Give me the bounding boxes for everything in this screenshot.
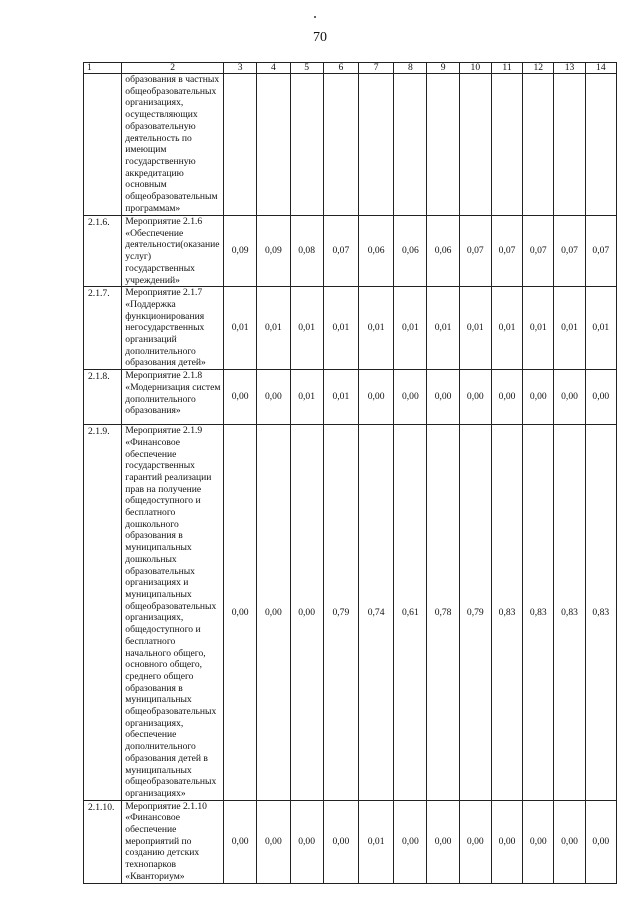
value-cell: 0,00 <box>394 800 427 883</box>
value-cell: 0,01 <box>491 287 522 370</box>
header-cell: 5 <box>290 63 323 74</box>
value-cell: 0,01 <box>585 287 616 370</box>
row-description: Мероприятие 2.1.7 «Поддержка функционирования негосударственных организаций дополнительного образования детей» <box>122 287 224 370</box>
value-cell: 0,00 <box>523 370 554 425</box>
value-cell: 0,83 <box>491 425 522 801</box>
header-cell: 2 <box>122 63 224 74</box>
value-cell: 0,01 <box>358 287 393 370</box>
value-cell: 0,74 <box>358 425 393 801</box>
value-cell: 0,06 <box>358 216 393 287</box>
value-cell: 0,07 <box>554 216 585 287</box>
header-cell: 7 <box>358 63 393 74</box>
row-description: Мероприятие 2.1.10 «Финансовое обеспечение мероприятий по созданию детских технопарков «Кванториум» <box>122 800 224 883</box>
header-cell: 3 <box>224 63 257 74</box>
header-cell: 4 <box>257 63 290 74</box>
table-row <box>84 800 617 883</box>
header-cell: 8 <box>394 63 427 74</box>
value-cell: 0,06 <box>394 216 427 287</box>
value-cell: 0,00 <box>257 370 290 425</box>
header-cell: 11 <box>491 63 522 74</box>
value-cell: 0,00 <box>585 800 616 883</box>
header-cell: 6 <box>323 63 358 74</box>
header-cell: 13 <box>554 63 585 74</box>
value-cell: 0,00 <box>585 370 616 425</box>
value-cell: 0,01 <box>290 287 323 370</box>
value-cell: 0,00 <box>459 370 491 425</box>
row-description: образования в частных общеобразовательных организациях, осуществляющих образовательную деятельность по имеющим государственную аккредитацию основным общеобразовательным программам» <box>122 74 224 216</box>
value-cell: 0,00 <box>323 800 358 883</box>
value-cell <box>459 74 491 216</box>
value-cell: 0,00 <box>427 800 459 883</box>
value-cell: 0,00 <box>394 370 427 425</box>
value-cell <box>523 74 554 216</box>
value-cell <box>257 74 290 216</box>
header-cell: 14 <box>585 63 616 74</box>
value-cell: 0,01 <box>523 287 554 370</box>
header-cell: 10 <box>459 63 491 74</box>
value-cell <box>491 74 522 216</box>
row-description: Мероприятие 2.1.8 «Модернизация систем дополнительного образования» <box>122 370 224 425</box>
value-cell: 0,83 <box>585 425 616 801</box>
value-cell <box>358 74 393 216</box>
value-cell: 0,01 <box>323 287 358 370</box>
value-cell: 0,79 <box>323 425 358 801</box>
row-number <box>84 74 122 216</box>
value-cell: 0,08 <box>290 216 323 287</box>
value-cell: 0,00 <box>427 370 459 425</box>
value-cell: 0,01 <box>323 370 358 425</box>
value-cell <box>224 74 257 216</box>
value-cell: 0,09 <box>257 216 290 287</box>
value-cell: 0,00 <box>554 800 585 883</box>
value-cell <box>554 74 585 216</box>
value-cell: 0,07 <box>323 216 358 287</box>
value-cell: 0,00 <box>491 800 522 883</box>
value-cell: 0,00 <box>257 800 290 883</box>
value-cell: 0,01 <box>554 287 585 370</box>
value-cell: 0,00 <box>290 425 323 801</box>
value-cell: 0,01 <box>459 287 491 370</box>
value-cell <box>585 74 616 216</box>
table-row <box>84 216 617 287</box>
value-cell: 0,01 <box>358 800 393 883</box>
header-cell: 9 <box>427 63 459 74</box>
table-row <box>84 287 617 370</box>
row-description: Мероприятие 2.1.6 «Обеспечение деятельности(оказание услуг) государственных учреждений» <box>122 216 224 287</box>
value-cell: 0,78 <box>427 425 459 801</box>
value-cell <box>427 74 459 216</box>
value-cell: 0,07 <box>585 216 616 287</box>
row-number: 2.1.6. <box>84 216 122 287</box>
row-number: 2.1.8. <box>84 370 122 425</box>
value-cell: 0,06 <box>427 216 459 287</box>
value-cell: 0,83 <box>523 425 554 801</box>
header-row <box>84 63 617 74</box>
value-cell: 0,00 <box>523 800 554 883</box>
scan-speck <box>314 16 316 18</box>
value-cell: 0,01 <box>290 370 323 425</box>
value-cell: 0,00 <box>224 425 257 801</box>
table-row <box>84 425 617 801</box>
value-cell: 0,00 <box>257 425 290 801</box>
header-cell: 1 <box>84 63 122 74</box>
value-cell <box>290 74 323 216</box>
value-cell: 0,00 <box>554 370 585 425</box>
row-number: 2.1.10. <box>84 800 122 883</box>
value-cell: 0,83 <box>554 425 585 801</box>
value-cell: 0,07 <box>523 216 554 287</box>
value-cell: 0,01 <box>394 287 427 370</box>
value-cell: 0,00 <box>358 370 393 425</box>
value-cell: 0,01 <box>224 287 257 370</box>
value-cell: 0,00 <box>224 370 257 425</box>
value-cell: 0,07 <box>459 216 491 287</box>
value-cell <box>394 74 427 216</box>
value-cell: 0,09 <box>224 216 257 287</box>
row-number: 2.1.7. <box>84 287 122 370</box>
value-cell: 0,00 <box>290 800 323 883</box>
value-cell: 0,01 <box>257 287 290 370</box>
table-row <box>84 370 617 425</box>
row-description: Мероприятие 2.1.9 «Финансовое обеспечение государственных гарантий реализации прав на получение общедоступного и бесплатного дошкольного образования в муниципальных дошкольных образовательных организациях и муниципальных общеобразовательных организациях, общедоступного и бесплатного начального общего, основного общего, среднего общего образования в муниципальных общеобразовательных организациях, обеспечение дополнительного образования детей в муниципальных общеобразовательных организациях» <box>122 425 224 801</box>
page-number: 70 <box>313 30 327 45</box>
value-cell: 0,79 <box>459 425 491 801</box>
value-cell: 0,61 <box>394 425 427 801</box>
row-number: 2.1.9. <box>84 425 122 801</box>
value-cell <box>323 74 358 216</box>
value-cell: 0,00 <box>459 800 491 883</box>
indicator-table <box>83 62 617 884</box>
value-cell: 0,00 <box>491 370 522 425</box>
value-cell: 0,01 <box>427 287 459 370</box>
table-row <box>84 74 617 216</box>
value-cell: 0,07 <box>491 216 522 287</box>
value-cell: 0,00 <box>224 800 257 883</box>
header-cell: 12 <box>523 63 554 74</box>
